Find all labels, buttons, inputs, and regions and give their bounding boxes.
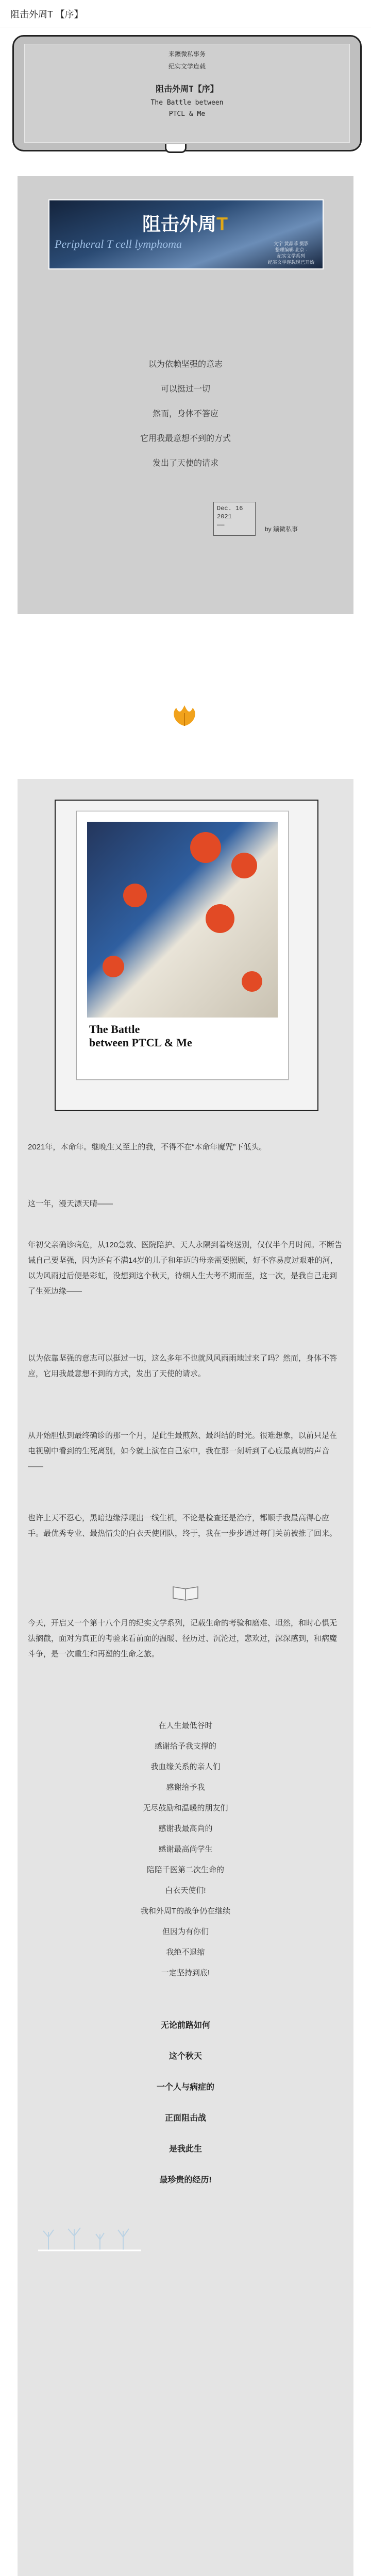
header-line-3: 阻击外周T【序】: [156, 84, 218, 94]
photo-caption: The Battle between PTCL & Me: [89, 1023, 192, 1049]
intro-card: [18, 176, 353, 614]
verse-line: 陪陪千医第二次生命的: [146, 1866, 224, 1874]
closing-line: 这个秋天: [168, 2052, 202, 2061]
closing-line: 是我此生: [168, 2145, 202, 2154]
paragraph: 年初父亲确诊病危，从120急救、医院陪护、天人永隔到着终送别，仅仅半个月时间。不断告诫自己要坚强，因为还有不满14岁的儿子和年迈的母亲需要照顾，好不容易度过艰难的河，以为风雨过后便是彩虹，没想到这个秋天，待细人生大考不期而至，这一次，是我自己走到了生死边缘——: [28, 1241, 343, 1296]
header-line-4: The Battle between: [150, 99, 224, 107]
date-stamp: Dec. 16 2021 ——: [213, 502, 256, 536]
banner-credits: 文字 黄晶菲 摄影 整理编辑 北京 · 纪实文学系列 纪实文学连载现已开始: [267, 241, 314, 265]
flower-photo: [87, 822, 278, 1018]
header-line-5: PTCL & Me: [168, 110, 206, 118]
verse-line: 但因为有你们: [162, 1927, 209, 1936]
verse-line: 一定坚持到底!: [161, 1969, 210, 1977]
poem-line: 然而，身体不答应: [152, 410, 218, 418]
closing-line: 无论前路如何: [160, 2021, 210, 2030]
verse-line: 我和外周T的战争仍在继续: [140, 1907, 231, 1916]
header-line-2: 纪实文学连载: [168, 63, 206, 70]
verse-line: 感谢我最高尚的: [158, 1824, 213, 1833]
verse-line: 我血缘关系的亲人们: [150, 1762, 221, 1771]
verse-line: 在人生最低谷时: [158, 1721, 213, 1730]
header-notch: [165, 144, 187, 153]
poem-line: 以为依赖坚强的意志: [148, 360, 223, 369]
paragraph: 这一年，漫天漂天晴——: [28, 1199, 113, 1208]
verse-line: 白衣天使们!: [165, 1886, 206, 1895]
paragraph: 也许上天不忍心，黑暗边缘浮现出一线生机，不论是检查还是治疗，都顺手我最高得心应手。最优秀专业、最热情尖的白衣天使团队，终于，我在一步步通过每门关前被推了回来。: [28, 1514, 338, 1538]
header-frame: [12, 35, 362, 151]
verse-line: 我绝不退缩: [166, 1948, 205, 1957]
author-credit: by 鑛微私事: [265, 526, 298, 533]
closing-line: 一个人与病症的: [156, 2083, 214, 2092]
paragraph: 以为依靠坚强的意志可以挺过一切，这么多年不也就风风雨雨地过来了吗？然而，身体不答应，它用我最意想不到的方式，发出了天使的请求。: [28, 1354, 338, 1378]
book-icon: [171, 1583, 200, 1601]
verse-line: 无尽鼓励和温暖的朋友们: [143, 1804, 228, 1812]
poem-line: 可以挺过一切: [160, 385, 210, 394]
verse-line: 感谢给予我支撑的: [154, 1742, 216, 1751]
poem-line: 它用我最意想不到的方式: [140, 434, 231, 443]
paragraph: 今天，开启又一个第十八个月的纪实文学系列，记载生命的考验和磨难、坦然，和时心惧无法搁截，面对为真正的考验来看前面的温暖、径历过、沉沦过，悲欢过，深深感到，和病魔斗争，是一次重生和再塑的生命之旅。: [28, 1619, 338, 1658]
poem-line: 发出了天使的请求: [152, 459, 218, 468]
photo-frame: [55, 800, 318, 1111]
page-title: 阻击外周T 【序】: [10, 9, 83, 20]
header-line-1: 来鑛微私事务: [168, 50, 206, 58]
photo-card: [76, 811, 289, 1080]
banner-title: 阻击外周T: [142, 213, 228, 234]
header-panel: [24, 44, 350, 143]
article-card: [18, 779, 353, 2576]
title-banner: [48, 199, 324, 269]
verse-line: 感谢最高尚学生: [158, 1845, 213, 1854]
leaf-icon: [169, 703, 200, 728]
closing-line: 正面阻击战: [164, 2114, 206, 2123]
closing-line: 最珍贵的经历!: [159, 2176, 212, 2184]
paragraph: 2021年，本命年。继晚生又至上的我，不得不在“本命年魔咒”下低头。: [28, 1143, 267, 1151]
top-bar: [0, 0, 371, 27]
verse-line: 感谢给予我: [166, 1783, 205, 1792]
banner-subtitle: Peripheral T cell lymphoma: [55, 238, 182, 250]
tree-decoration-icon: [38, 2211, 141, 2252]
paragraph: 从开始胆怯到最终确诊的那一个月，是此生最煎熬、最纠结的时光。很难想象，以前只是在电视剧中看到的生死离别，如今就上演在自己家中，我在那一刻听到了心底最真切的声音——: [28, 1431, 338, 1471]
